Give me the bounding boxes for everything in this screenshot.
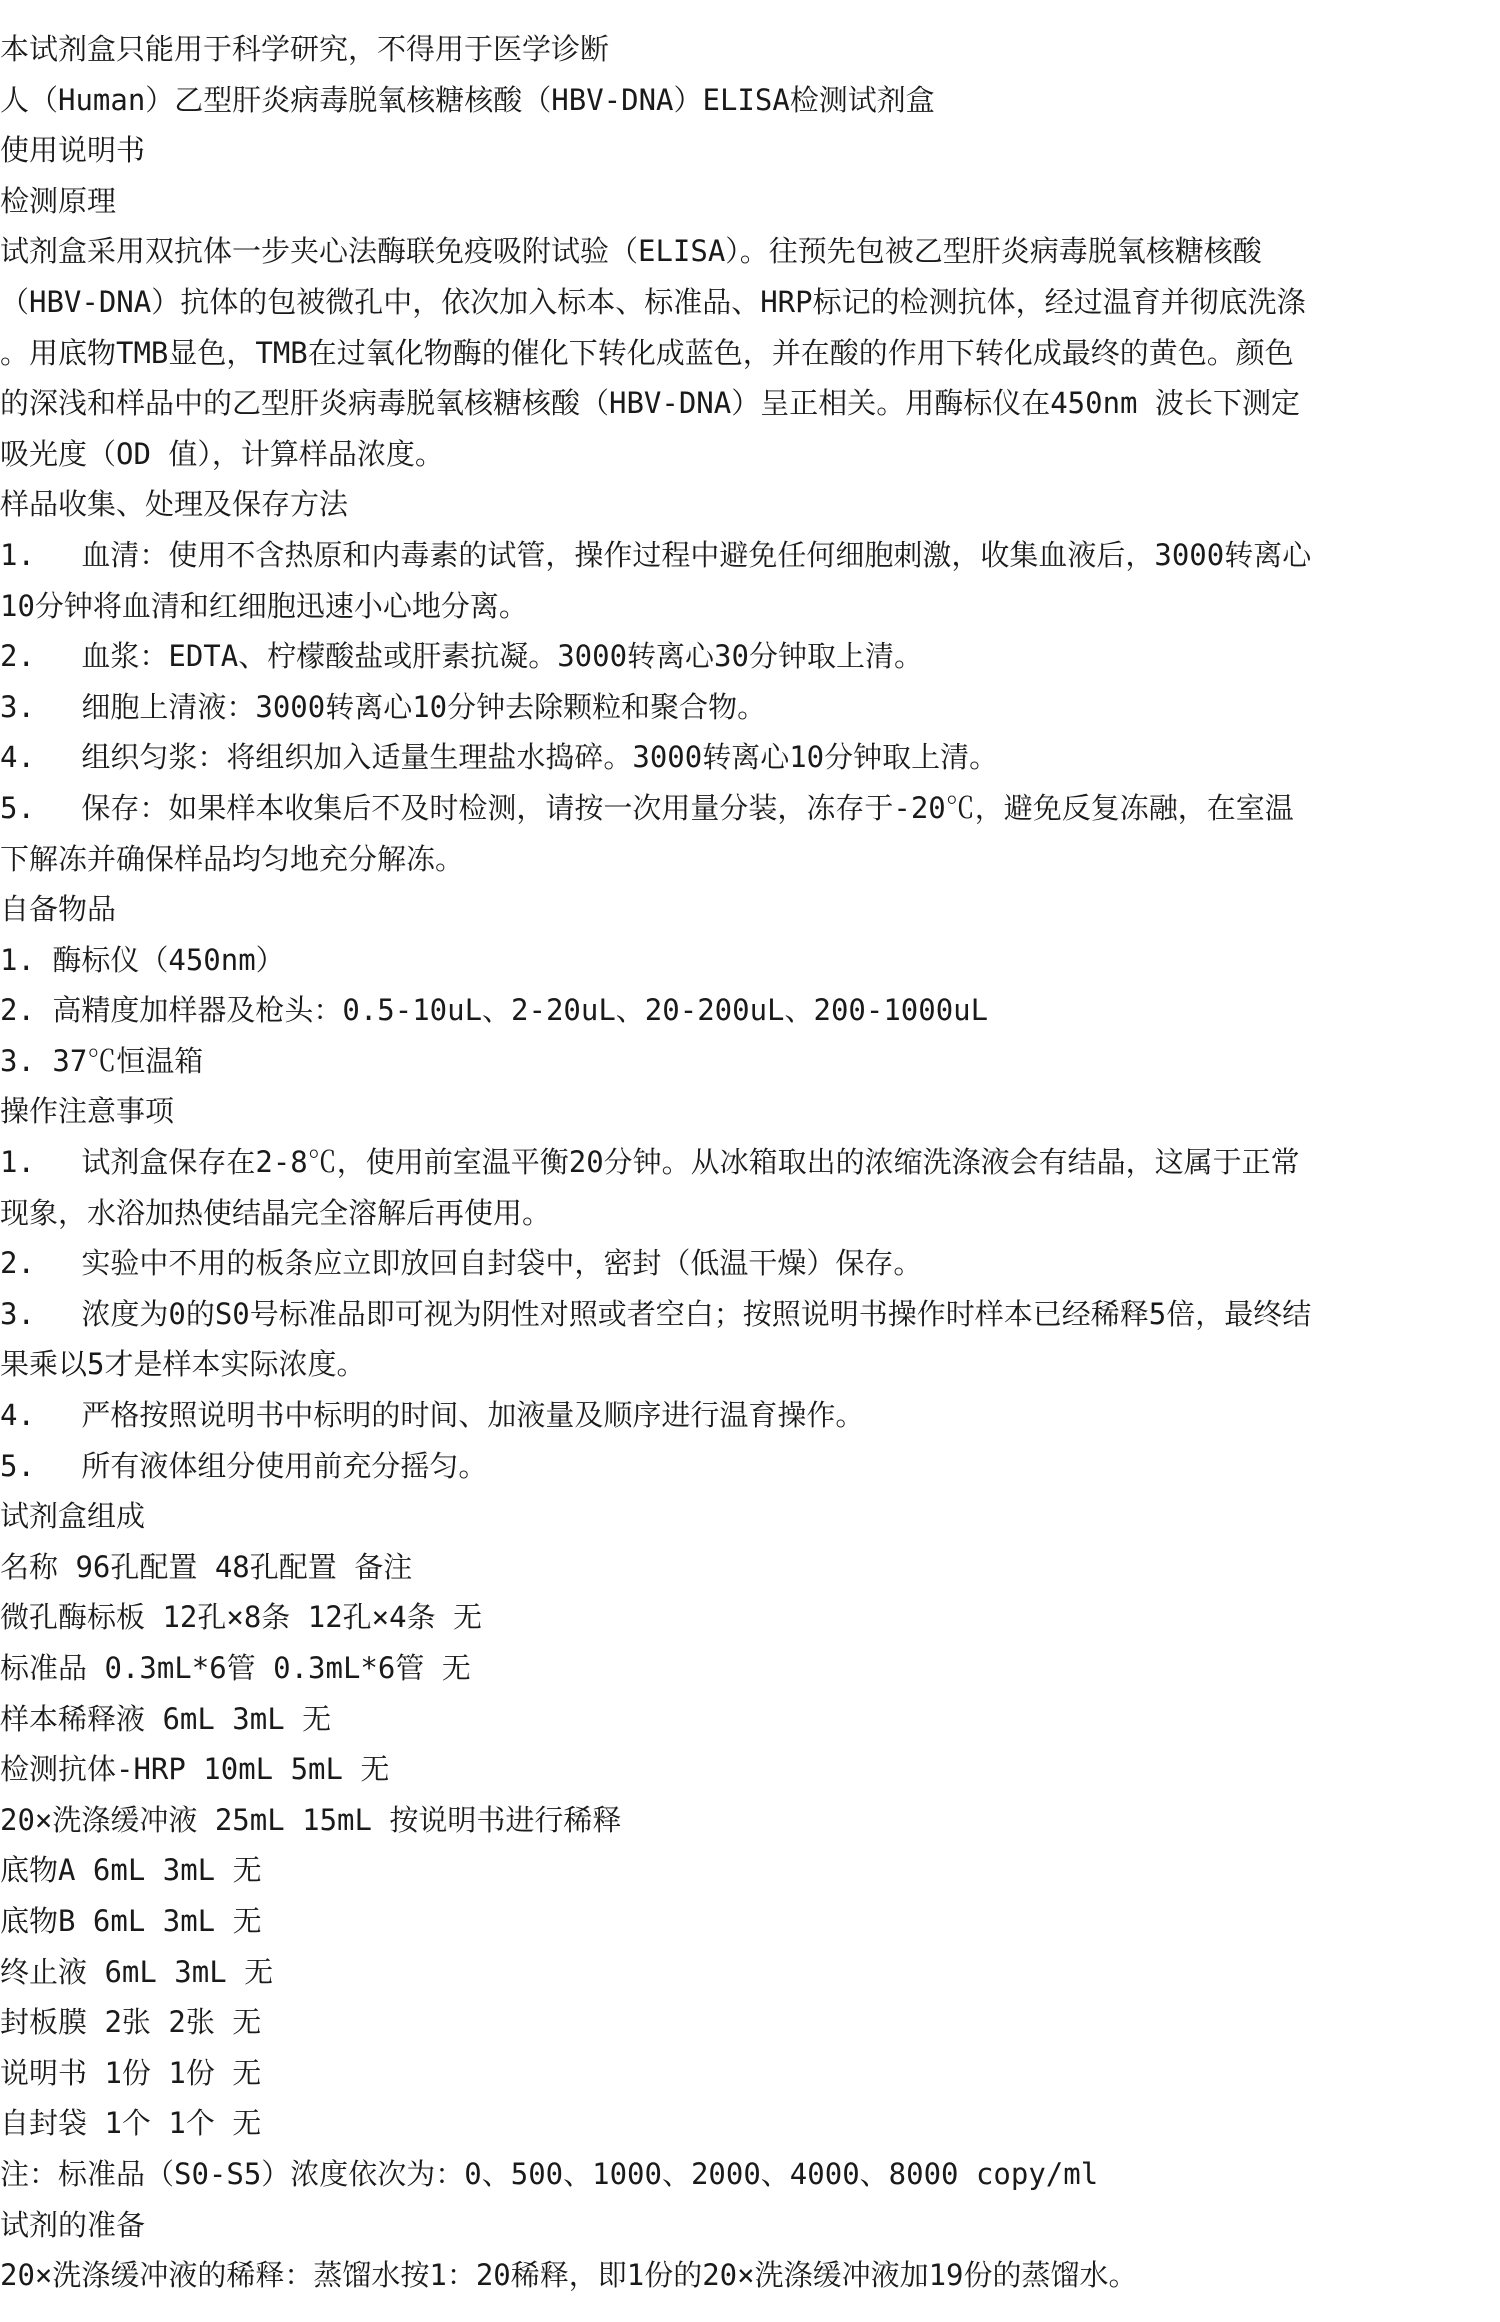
- principle-text-line: 。用底物TMB显色，TMB在过氧化物酶的催化下转化成蓝色，并在酸的作用下转化成最终的黄色。颜色: [0, 335, 1294, 370]
- kit-table-row: 封板膜 2张 2张 无: [0, 2005, 262, 2040]
- principle-text-line: 的深浅和样品中的乙型肝炎病毒脱氧核糖核酸（HBV-DNA）呈正相关。用酶标仪在450nm 波长下测定: [0, 386, 1300, 421]
- kit-table-row: 底物B 6mL 3mL 无: [0, 1903, 262, 1938]
- section-heading-sample: 样品收集、处理及保存方法: [0, 487, 349, 522]
- notes-list-item-cont: 现象，水浴加热使结晶完全溶解后再使用。: [0, 1195, 552, 1230]
- kit-table-row: 终止液 6mL 3mL 无: [0, 1954, 274, 1989]
- kit-table-row: 说明书 1份 1份 无: [0, 2055, 262, 2090]
- section-heading-materials: 自备物品: [0, 892, 117, 927]
- sample-list-item: 1. 血清：使用不含热原和内毒素的试管，操作过程中避免任何细胞刺激，收集血液后，3000转离心: [0, 537, 1312, 572]
- notes-list-item: 4. 严格按照说明书中标明的时间、加液量及顺序进行温育操作。: [0, 1398, 865, 1433]
- sample-list-item: 2. 血浆：EDTA、柠檬酸盐或肝素抗凝。3000转离心30分钟取上清。: [0, 639, 923, 674]
- kit-table-row: 检测抗体-HRP 10mL 5mL 无: [0, 1752, 390, 1787]
- materials-list-item: 1. 酶标仪（450nm）: [0, 942, 285, 977]
- principle-text-line: 试剂盒采用双抗体一步夹心法酶联免疫吸附试验（ELISA）。往预先包被乙型肝炎病毒脱氧核糖核酸: [0, 234, 1262, 269]
- principle-text-line: （HBV-DNA）抗体的包被微孔中，依次加入标本、标准品、HRP标记的检测抗体，经过温育并彻底洗涤: [0, 284, 1306, 319]
- notes-list-item: 5. 所有液体组分使用前充分摇匀。: [0, 1448, 488, 1483]
- sample-list-item: 5. 保存：如果样本收集后不及时检测，请按一次用量分装，冻存于-20℃，避免反复冻融，在室温: [0, 790, 1294, 825]
- materials-list-item: 2. 高精度加样器及枪头：0.5-10uL、2-20uL、20-200uL、200-1000uL: [0, 993, 989, 1028]
- materials-list-item: 3. 37℃恒温箱: [0, 1043, 204, 1078]
- section-heading-principle: 检测原理: [0, 183, 117, 218]
- notes-list-item: 2. 实验中不用的板条应立即放回自封袋中，密封（低温干燥）保存。: [0, 1246, 923, 1281]
- notes-list-item: 3. 浓度为0的S0号标准品即可视为阴性对照或者空白；按照说明书操作时样本已经稀释5倍，最终结: [0, 1296, 1312, 1331]
- sample-list-item-cont: 10分钟将血清和红细胞迅速小心地分离。: [0, 588, 528, 623]
- sample-list-item-cont: 下解冻并确保样品均匀地充分解冻。: [0, 841, 465, 876]
- notes-list-item: 1. 试剂盒保存在2-8℃，使用前室温平衡20分钟。从冰箱取出的浓缩洗涤液会有结晶，这属于正常: [0, 1145, 1300, 1180]
- kit-table-row: 标准品 0.3mL*6管 0.3mL*6管 无: [0, 1651, 471, 1685]
- notes-list-item-cont: 果乘以5才是样本实际浓度。: [0, 1347, 366, 1382]
- sample-list-item: 3. 细胞上清液：3000转离心10分钟去除颗粒和聚合物。: [0, 689, 767, 724]
- standards-note: 注：标准品（S0-S5）浓度依次为：0、500、1000、2000、4000、8000 copy/ml: [0, 2156, 1099, 2191]
- section-heading-notes: 操作注意事项: [0, 1094, 175, 1129]
- kit-table-row: 微孔酶标板 12孔×8条 12孔×4条 无: [0, 1600, 483, 1635]
- product-title: 人（Human）乙型肝炎病毒脱氧核糖核酸（HBV-DNA）ELISA检测试剂盒: [0, 82, 935, 117]
- disclaimer-line: 本试剂盒只能用于科学研究，不得用于医学诊断: [0, 32, 610, 66]
- kit-table-row: 20×洗涤缓冲液 25mL 15mL 按说明书进行稀释: [0, 1802, 622, 1837]
- section-heading-preparation: 试剂的准备: [0, 2207, 146, 2242]
- kit-table-header: 名称 96孔配置 48孔配置 备注: [0, 1549, 413, 1584]
- preparation-text-line: 20×洗涤缓冲液的稀释：蒸馏水按1：20稀释，即1份的20×洗涤缓冲液加19份的蒸馏水。: [0, 2258, 1138, 2293]
- section-heading-kit: 试剂盒组成: [0, 1499, 146, 1534]
- manual-heading: 使用说明书: [0, 133, 146, 168]
- kit-table-row: 自封袋 1个 1个 无: [0, 2106, 262, 2141]
- kit-table-row: 底物A 6mL 3mL 无: [0, 1853, 262, 1888]
- kit-table-row: 样本稀释液 6mL 3mL 无: [0, 1701, 332, 1736]
- sample-list-item: 4. 组织匀浆：将组织加入适量生理盐水捣碎。3000转离心10分钟取上清。: [0, 740, 999, 775]
- principle-text-line: 吸光度（OD 值），计算样品浓度。: [0, 436, 444, 471]
